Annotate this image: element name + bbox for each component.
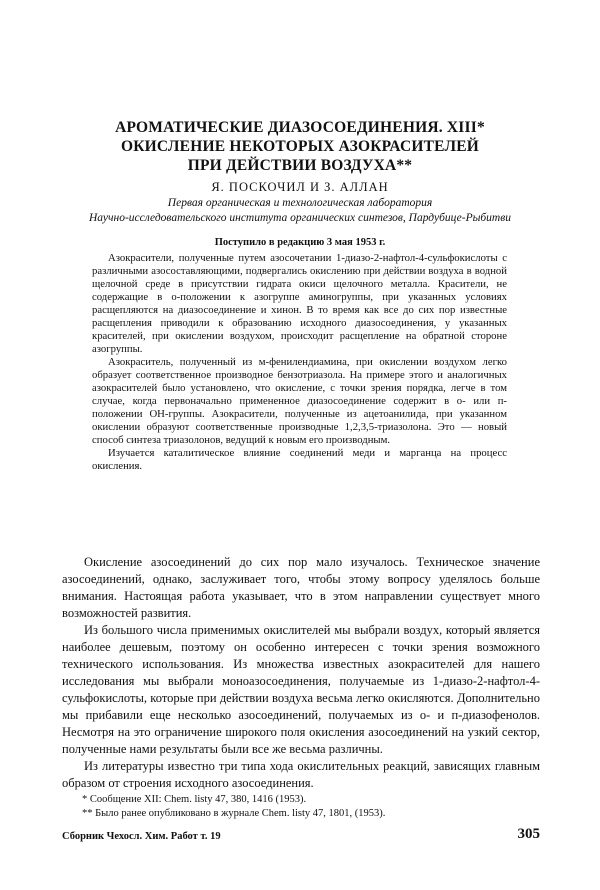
body-paragraph-3: Из литературы известно три типа хода окислительных реакций, зависящих главным образом от строения исходного азосоединения.: [62, 759, 540, 790]
journal-footer: Сборник Чехосл. Хим. Работ т. 19: [62, 831, 221, 842]
body-paragraph-1: Окисление азосоединений до сих пор мало изучалось. Техническое значение азосоединений, однако, заслуживает того, чтобы этому вопросу уделялось больше внимания. Настоящая работа указывает, что в этом направлении существует много возможностей развития.: [62, 555, 540, 620]
body-paragraph-2: Из большого числа применимых окислителей мы выбрали воздух, который является наиболее дешевым, поэтому он особенно интересен с точки зрения возможного технического использования. Из множества известных азокрасителей для нашего исследования мы выбрали моноазосоединения, получаемые из 1-диазо-2-нафтол-4-сульфокислоты, которые при действии воздуха весьма легко окисляются. Дополнительно мы прибавили еще несколько азосоединений, получаемых из о- и п-диазофенолов. Несмотря на это ограничение широкого поля окисления азосоединений на узкий сектор, полученные нами результаты были все же весьма различны.: [62, 623, 540, 756]
authors: Я. ПОСКОЧИЛ И З. АЛЛАН: [211, 180, 389, 194]
footnotes: [82, 793, 542, 821]
article-title: [60, 118, 540, 175]
abstract-paragraph-2: Азокраситель, полученный из м-фенилендиамина, при окислении воздухом легко образует соответственное производное бензотриазола. На примере этого и аналогичных азокрасителей было установлено, что окисление, с точки зрения порядка, легче в том случае, когда первоначально примененное диазосоединение содержит в о- или п-положении ОН-группы. Азокрасители, полученные из ацетоанилида, при указанном окислении образуют соответственные производные 1,2,3,5-триазолона. Это — новый способ синтеза триазолонов, ведущий к новым его производным.: [92, 356, 507, 446]
affiliation-line-2: Научно-исследовательского института органических синтезов, Пардубице-Рыбитви: [89, 212, 511, 224]
title-line-2: ОКИСЛЕНИЕ НЕКОТОРЫХ АЗОКРАСИТЕЛЕЙ: [120, 138, 480, 155]
footnote-1: * Сообщение XII: Chem. listy 47, 380, 1416 (1953).: [82, 794, 307, 805]
abstract: [92, 252, 507, 473]
affiliation: [40, 196, 560, 226]
title-line-1: АРОМАТИЧЕСКИЕ ДИАЗОСОЕДИНЕНИЯ. XIII*: [115, 119, 485, 136]
abstract-paragraph-1: Азокрасители, полученные путем азосочетании 1-диазо-2-нафтол-4-сульфокислоты с различными азосоставляющими, подвергались окислению при действии воздуха в водной щелочной среде в присутствии гидрата окиси щелочного металла. Красители, не содержащие в о-положении к азогруппе аминогруппы, при указанных условиях расщепляются на диазосоединение и хинон. В то время как все до сих пор известные расщепления приводили к образованию исходного диазосоединения, у указанных красителей, при окислении воздухом, происходит расщепление на обратной стороне азогруппы.: [92, 252, 507, 355]
title-line-3: ПРИ ДЕЙСТВИИ ВОЗДУХА**: [187, 157, 413, 174]
footnote-2: ** Было ранее опубликовано в журнале Chem. listy 47, 1801, (1953).: [82, 808, 386, 819]
affiliation-line-1: Первая органическая и технологическая лаборатория: [167, 197, 433, 209]
body-text: [62, 554, 540, 792]
received-date: Поступило в редакцию 3 мая 1953 г.: [214, 237, 386, 248]
page-number: 305: [517, 826, 540, 842]
abstract-paragraph-3: Изучается каталитическое влияние соединений меди и марганца на процесс окисления.: [92, 447, 507, 472]
